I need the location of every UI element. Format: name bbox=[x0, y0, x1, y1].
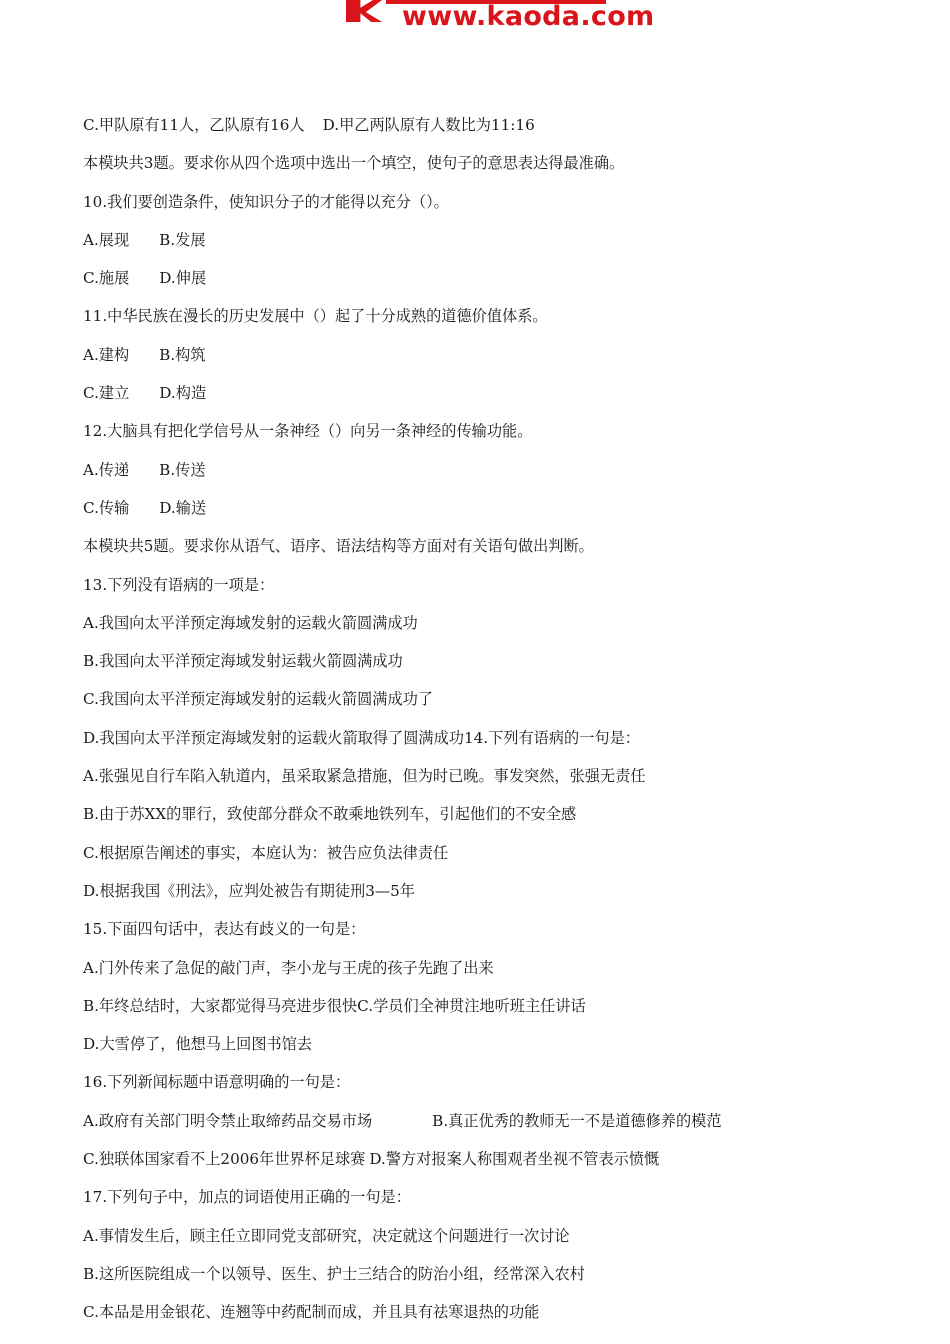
option-b: B.真正优秀的教师无一不是道德修养的模范 bbox=[432, 1111, 722, 1130]
question-10: 10.我们要创造条件，使知识分子的才能得以充分（）。 bbox=[83, 192, 449, 211]
option-a: A.建构 bbox=[83, 345, 130, 364]
option-b: B.由于苏XX的罪行，致使部分群众不敢乘地铁列车，引起他们的不安全感 bbox=[83, 805, 577, 824]
option-c: C.独联体国家看不上2006年世界杯足球赛 bbox=[83, 1150, 366, 1169]
option-d: D.大雪停了，他想马上回图书馆去 bbox=[83, 1035, 313, 1054]
section-instruction: 本模块共3题。要求你从四个选项中选出一个填空，使句子的意思表达得最准确。 bbox=[83, 154, 625, 173]
option-b: B.构筑 bbox=[159, 345, 206, 364]
option-c: C.建立 bbox=[83, 384, 130, 403]
option-line bbox=[83, 1109, 913, 1147]
option-d: D.警方对报案人称围观者坐视不管表示愤慨 bbox=[369, 1150, 660, 1169]
question-15: 15.下面四句话中，表达有歧义的一句是： bbox=[83, 920, 366, 939]
option-line bbox=[83, 1147, 913, 1185]
option-a: A.张强见自行车陷入轨道内，虽采取紧急措施，但为时已晚。事发突然，张强无责任 bbox=[83, 767, 646, 786]
option-c: C.根据原告阐述的事实，本庭认为：被告应负法律责任 bbox=[83, 843, 449, 862]
option-a: A.政府有关部门明令禁止取缔药品交易市场 bbox=[83, 1111, 373, 1130]
option-d: D.构造 bbox=[159, 384, 207, 403]
question-17: 17.下列句子中，加点的词语使用正确的一句是： bbox=[83, 1188, 411, 1207]
option-b-and-c: B.年终总结时，大家都觉得马亮进步很快C.学员们全神贯注地听班主任讲话 bbox=[83, 996, 586, 1015]
option-c: C.甲队原有11人，乙队原有16人 bbox=[83, 116, 305, 134]
option-c: C.我国向太平洋预定海域发射的运载火箭圆满成功了 bbox=[83, 690, 434, 709]
option-a: A.我国向太平洋预定海域发射的运载火箭圆满成功 bbox=[83, 613, 418, 632]
option-line bbox=[83, 381, 913, 419]
question-16: 16.下列新闻标题中语意明确的一句是： bbox=[83, 1073, 351, 1092]
option-c: C.施展 bbox=[83, 269, 130, 288]
option-d: D.伸展 bbox=[159, 269, 207, 288]
option-c: C.本品是用金银花、连翘等中药配制而成，并且具有祛寒退热的功能 bbox=[83, 1303, 540, 1322]
logo-url-text: www.kaoda.com bbox=[402, 1, 655, 32]
option-d-and-question-14: D.我国向太平洋预定海域发射的运载火箭取得了圆满成功14.下列有语病的一句是： bbox=[83, 728, 640, 747]
option-line bbox=[83, 496, 913, 534]
question-12: 12.大脑具有把化学信号从一条神经（）向另一条神经的传输功能。 bbox=[83, 422, 533, 441]
option-a: A.展现 bbox=[83, 230, 130, 249]
option-b: B.传送 bbox=[159, 460, 206, 479]
option-d: D.输送 bbox=[159, 498, 207, 517]
option-line bbox=[83, 228, 913, 266]
question-11: 11.中华民族在漫长的历史发展中（）起了十分成熟的道德价值体系。 bbox=[83, 307, 548, 326]
option-a: A.门外传来了急促的敲门声，李小龙与王虎的孩子先跑了出来 bbox=[83, 958, 494, 977]
option-c: C.传输 bbox=[83, 498, 130, 517]
logo-k-mark bbox=[346, 0, 382, 22]
section-instruction: 本模块共5题。要求你从语气、语序、语法结构等方面对有关语句做出判断。 bbox=[83, 537, 594, 556]
option-d: D.根据我国《刑法》，应判处被告有期徒刑3—5年 bbox=[83, 881, 415, 900]
option-line bbox=[83, 343, 913, 381]
option-b: B.这所医院组成一个以领导、医生、护士三结合的防治小组，经常深入农村 bbox=[83, 1264, 585, 1283]
option-a: A.事情发生后，顾主任立即同党支部研究，决定就这个问题进行一次讨论 bbox=[83, 1226, 570, 1245]
site-logo bbox=[340, 0, 670, 36]
option-b: B.我国向太平洋预定海域发射运载火箭圆满成功 bbox=[83, 652, 403, 671]
option-line bbox=[83, 113, 913, 151]
option-line bbox=[83, 266, 913, 304]
option-b: B.发展 bbox=[159, 230, 206, 249]
question-13: 13.下列没有语病的一项是： bbox=[83, 575, 275, 594]
document-body bbox=[83, 113, 913, 1339]
option-line bbox=[83, 458, 913, 496]
option-d: D.甲乙两队原有人数比为11:16 bbox=[322, 116, 535, 134]
option-a: A.传递 bbox=[83, 460, 130, 479]
